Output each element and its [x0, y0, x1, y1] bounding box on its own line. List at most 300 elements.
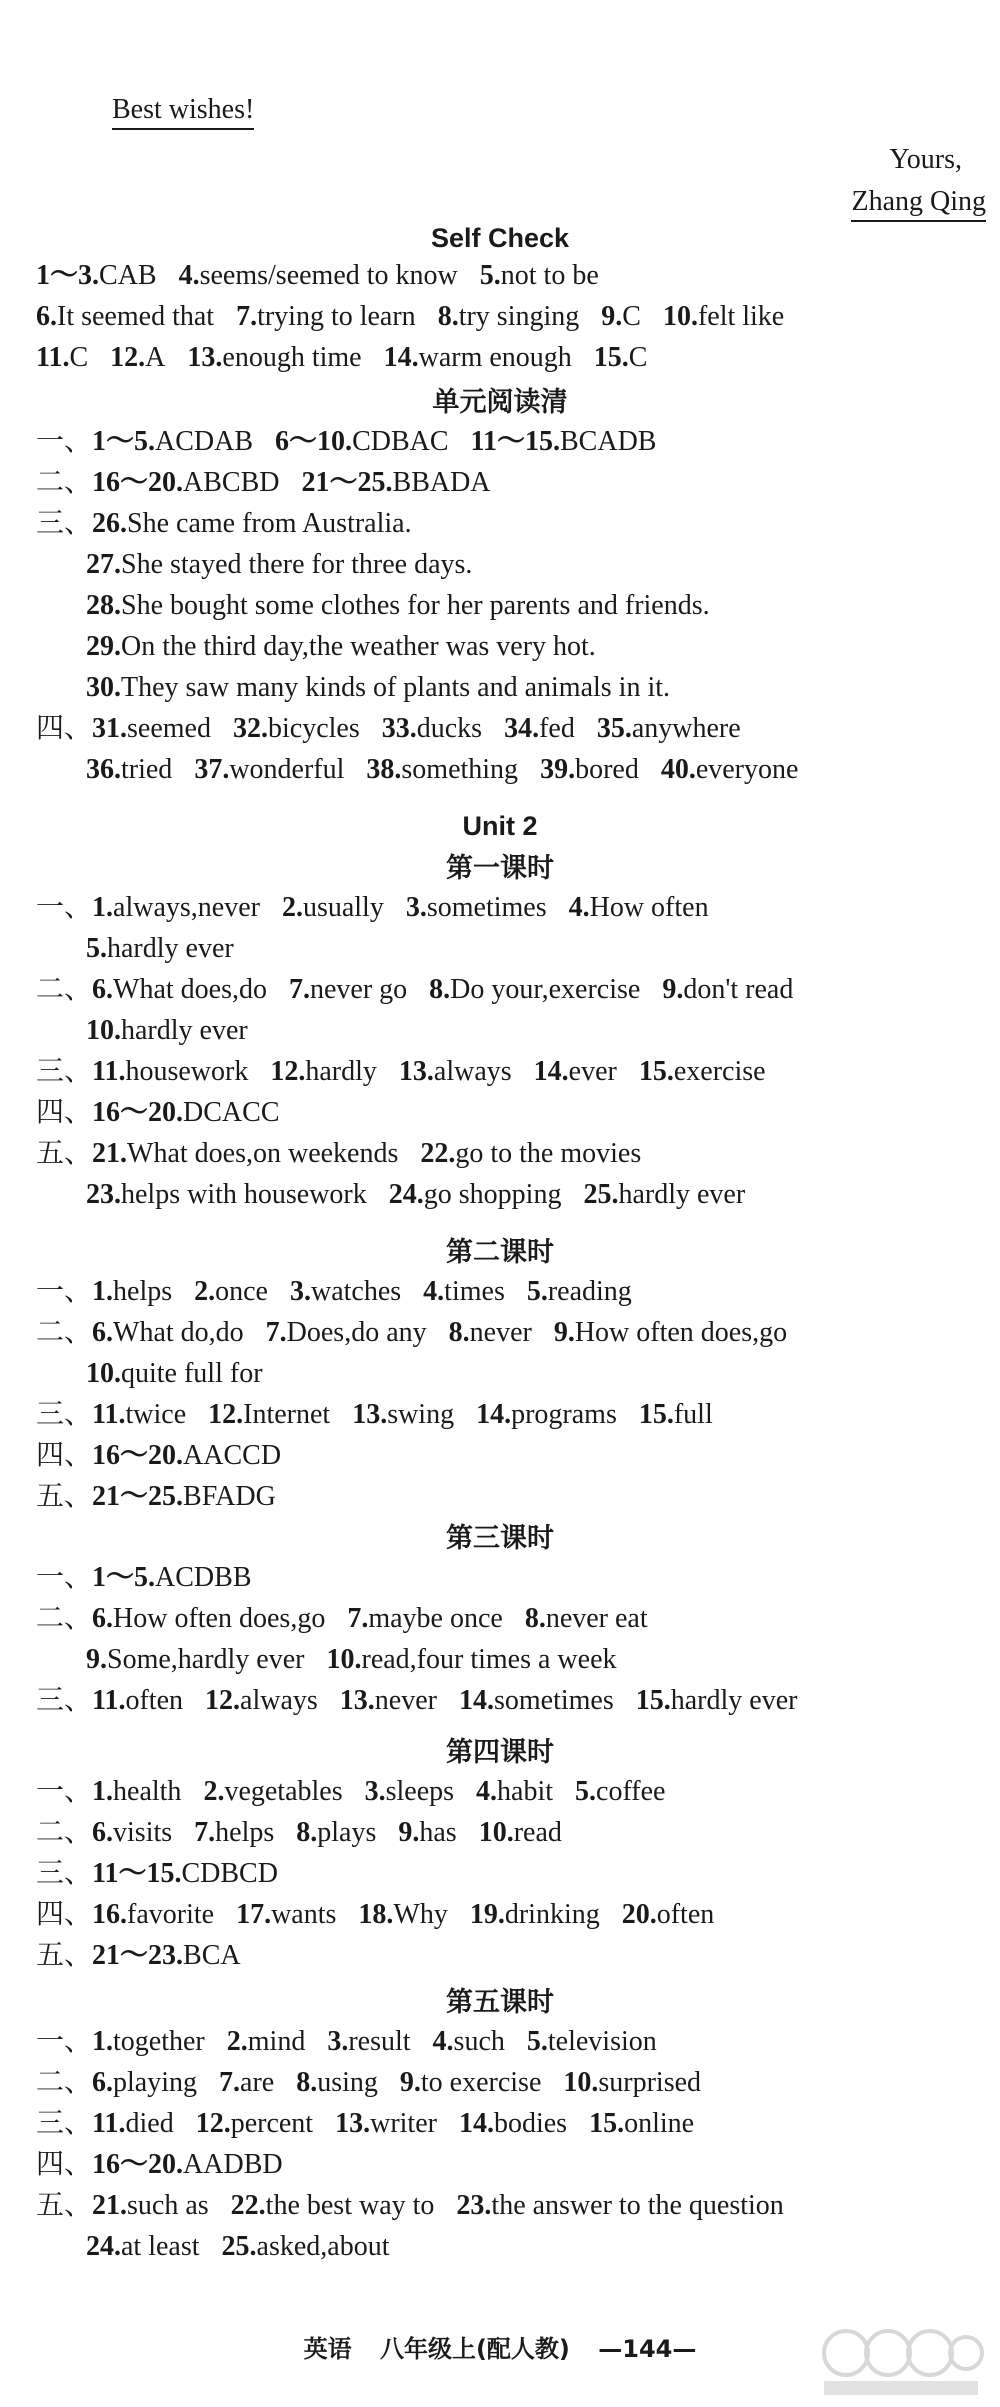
answer-item [92, 2147, 283, 2183]
answer-item [179, 258, 458, 294]
answer-item [92, 1274, 172, 1310]
answer-text: never eat [545, 1603, 648, 1634]
answer-number: 8. [296, 2067, 318, 2098]
answer-text: surprised [598, 2067, 702, 2098]
answer-number: 8. [524, 1603, 546, 1634]
answer-text: What does,do [113, 974, 267, 1005]
answer-item [296, 1815, 376, 1851]
answer-number: 9. [398, 1817, 420, 1848]
answer-item [86, 752, 172, 788]
answer-item [233, 711, 360, 747]
answer-number: 26. [92, 508, 128, 539]
answer-text: BFADG [183, 1481, 276, 1512]
answer-text: favorite [127, 1899, 215, 1930]
answer-text: hardly ever [107, 933, 234, 964]
answer-number: 6. [92, 974, 114, 1005]
answer-item [275, 424, 448, 460]
answer-text: go shopping [423, 1179, 562, 1210]
answer-number: 8. [296, 1817, 318, 1848]
answer-number: 39. [540, 754, 576, 785]
answer-row [86, 1356, 980, 1392]
answer-number: 8. [429, 974, 451, 1005]
answer-item [86, 670, 670, 706]
answer-number: 32. [232, 713, 268, 744]
section-prefix: 一、 [36, 892, 93, 923]
answer-text: Do your,exercise [450, 974, 641, 1005]
answer-item [389, 1177, 562, 1213]
answer-item [471, 424, 657, 460]
answer-number: 12. [110, 342, 146, 373]
section-prefix: 四、 [36, 1097, 93, 1128]
answer-text: has [419, 1817, 457, 1848]
answer-number: 3. [364, 1776, 386, 1807]
answer-text: hardly ever [670, 1685, 798, 1716]
answer-item [187, 340, 361, 376]
answer-number: 1. [92, 1776, 114, 1807]
answer-number: 37. [194, 754, 230, 785]
answer-row [36, 972, 980, 1008]
answer-text: wonderful [229, 754, 345, 785]
answer-number: 15. [638, 1056, 674, 1087]
answer-text: never [469, 1317, 532, 1348]
answer-item [36, 258, 157, 294]
answer-text: often [656, 1899, 715, 1930]
answer-number: 13. [352, 1399, 388, 1430]
answer-row [36, 1274, 980, 1310]
section-prefix: 二、 [36, 2067, 93, 2098]
answer-row [36, 2106, 980, 2142]
answer-item [219, 2065, 274, 2101]
answer-item [36, 340, 88, 376]
answer-item [92, 890, 260, 926]
answer-item [470, 1897, 600, 1933]
answer-number: 1. [92, 1276, 114, 1307]
answer-item [423, 1274, 505, 1310]
answer-item [358, 1897, 447, 1933]
answer-number: 1～3. [36, 260, 100, 291]
answer-text: programs [511, 1399, 617, 1430]
answer-item [639, 1054, 766, 1090]
answer-text: read [513, 1817, 562, 1848]
answer-item [589, 2106, 694, 2142]
answer-text: never [374, 1685, 437, 1716]
answer-number: 23. [456, 2190, 492, 2221]
answer-number: 5. [86, 933, 107, 964]
answer-text: never go [309, 974, 408, 1005]
answer-number: 7. [236, 301, 258, 332]
answer-item [554, 1315, 787, 1351]
answer-item [236, 299, 416, 335]
answer-item [92, 424, 253, 460]
answer-item [236, 1897, 336, 1933]
answer-text: visits [113, 1817, 173, 1848]
answer-row [36, 258, 980, 294]
answer-text: They saw many kinds of plants and animals in it. [121, 672, 671, 703]
answer-item [476, 1397, 617, 1433]
answer-text: always [240, 1685, 318, 1716]
answer-item [583, 1177, 745, 1213]
answer-row [36, 299, 980, 335]
answer-item [92, 1136, 398, 1172]
answer-item [663, 299, 784, 335]
answer-row [36, 2065, 980, 2101]
answer-number: 36. [86, 754, 121, 785]
answer-item [525, 1601, 648, 1637]
answer-number: 9. [399, 2067, 421, 2098]
answer-text: She came from Australia. [127, 508, 412, 539]
answer-number: 7. [219, 2067, 241, 2098]
answer-number: 10. [86, 1358, 121, 1389]
answer-text: asked,about [256, 2231, 390, 2262]
answer-text: ever [568, 1056, 617, 1087]
answer-text: CDBCD [181, 1858, 278, 1889]
answer-item [194, 752, 344, 788]
answer-text: On the third day,the weather was very hot. [121, 631, 596, 662]
answer-item [86, 931, 234, 967]
answer-item [290, 1274, 401, 1310]
answer-text: tried [121, 754, 173, 785]
answer-text: swing [387, 1399, 455, 1430]
answer-number: 5. [526, 1276, 548, 1307]
answer-number: 11. [36, 342, 70, 373]
answer-number: 6. [92, 1603, 114, 1634]
answer-item [227, 2024, 306, 2060]
answer-text: fed [539, 713, 575, 744]
answer-row [36, 506, 980, 542]
answer-number: 21～23. [92, 1940, 184, 1971]
answer-text: playing [113, 2067, 198, 2098]
answer-number: 17. [236, 1899, 272, 1930]
answer-text: trying to learn [257, 301, 416, 332]
answer-text: hardly ever [121, 1015, 248, 1046]
section-prefix: 三、 [36, 1399, 93, 1430]
heading-self-check: Self Check [430, 223, 570, 253]
answer-text: sometimes [426, 892, 547, 923]
answer-number: 20. [621, 1899, 657, 1930]
section-prefix: 三、 [36, 1858, 93, 1889]
answer-item [575, 1774, 665, 1810]
answer-number: 9. [86, 1644, 107, 1675]
answer-number: 6. [92, 1317, 114, 1348]
answer-row [86, 588, 980, 624]
section-prefix: 二、 [36, 1817, 93, 1848]
answer-text: BCADB [560, 426, 657, 457]
answer-text: always,never [113, 892, 260, 923]
answer-text: bored [575, 754, 639, 785]
answer-item [86, 1013, 248, 1049]
answer-item [365, 1774, 454, 1810]
answer-text: full [673, 1399, 713, 1430]
heading-unit-2: Unit 2 [462, 811, 538, 841]
answer-item [196, 2106, 313, 2142]
answer-item [534, 1054, 617, 1090]
letter-yours: Yours, [889, 144, 962, 175]
answer-item [86, 588, 710, 624]
section-prefix: 一、 [36, 426, 93, 457]
answer-text: It seemed that [57, 301, 215, 332]
answer-number: 3. [405, 892, 427, 923]
answer-text: read,four times a week [361, 1644, 617, 1675]
answer-text: Does,do any [286, 1317, 427, 1348]
answer-number: 9. [662, 974, 684, 1005]
answer-number: 25. [221, 2231, 257, 2262]
answer-item [86, 1642, 305, 1678]
answer-number: 10. [563, 2067, 599, 2098]
answer-item [92, 1315, 244, 1351]
answer-row [86, 1642, 980, 1678]
answer-item [92, 1438, 281, 1474]
answer-item [92, 1774, 181, 1810]
answer-text: the answer to the question [491, 2190, 784, 2221]
answer-text: exercise [673, 1056, 766, 1087]
answer-item [266, 1315, 427, 1351]
answer-item [335, 2106, 437, 2142]
answer-number: 13. [335, 2108, 371, 2139]
answer-number: 35. [596, 713, 632, 744]
answer-number: 9. [553, 1317, 575, 1348]
answer-item [110, 340, 165, 376]
answer-row [36, 2188, 980, 2224]
answer-text: Why [393, 1899, 448, 1930]
answer-text: AACCD [183, 1440, 282, 1471]
answer-item [296, 2065, 378, 2101]
answer-text: How often does,go [113, 1603, 326, 1634]
answer-item [382, 711, 482, 747]
answer-number: 3. [289, 1276, 311, 1307]
answer-text: CAB [99, 260, 157, 291]
answer-item [36, 299, 214, 335]
answer-row [36, 2024, 980, 2060]
section-prefix: 三、 [36, 2108, 93, 2139]
answer-text: to exercise [420, 2067, 542, 2098]
answer-text: go to the movies [455, 1138, 642, 1169]
answer-number: 25. [583, 1179, 619, 1210]
answer-number: 10. [478, 1817, 514, 1848]
answer-item [86, 1356, 263, 1392]
answer-number: 34. [504, 713, 540, 744]
answer-item [594, 340, 648, 376]
section-prefix: 一、 [36, 1776, 93, 1807]
answer-text: Some,hardly ever [107, 1644, 305, 1675]
footer-subject: 英语 [303, 2335, 352, 2363]
answer-item [92, 972, 267, 1008]
answer-text: BBADA [392, 467, 491, 498]
answer-text: How often [589, 892, 709, 923]
answer-text: AADBD [183, 2149, 283, 2180]
answer-number: 15. [593, 342, 629, 373]
section-prefix: 一、 [36, 1562, 93, 1593]
answer-text: are [240, 2067, 275, 2098]
answer-row [36, 465, 980, 501]
answer-item [352, 1397, 454, 1433]
answer-number: 11～15. [470, 426, 560, 457]
answer-row [86, 1013, 980, 1049]
answer-text: died [125, 2108, 174, 2139]
answer-item [92, 1397, 186, 1433]
answer-text: at least [121, 2231, 200, 2262]
answer-text: sleeps [385, 1776, 455, 1807]
answer-item [92, 1601, 325, 1637]
answer-item [282, 890, 384, 926]
answer-item [92, 1856, 278, 1892]
answer-item [92, 1095, 279, 1131]
answer-number: 7. [265, 1317, 287, 1348]
answer-text: online [624, 2108, 695, 2139]
answer-number: 5. [479, 260, 501, 291]
answer-row [36, 1095, 980, 1131]
section-prefix: 五、 [36, 2190, 93, 2221]
answer-item [622, 1897, 715, 1933]
answer-text: coffee [596, 1776, 666, 1807]
answer-number: 1. [92, 892, 114, 923]
answer-number: 6. [92, 2067, 114, 2098]
answer-number: 30. [86, 672, 121, 703]
footer-grade: 八年级上(配人教) [379, 2335, 570, 2363]
answer-item [563, 2065, 701, 2101]
answer-item [459, 2106, 567, 2142]
answer-text: How often does,go [574, 1317, 788, 1348]
answer-item [636, 1683, 798, 1719]
answer-item [92, 1479, 276, 1515]
answer-number: 19. [469, 1899, 505, 1930]
answer-number: 16～20. [92, 2149, 184, 2180]
answer-item [92, 1815, 172, 1851]
answer-number: 21. [92, 2190, 128, 2221]
answer-text: anywhere [631, 713, 741, 744]
answer-row [36, 1815, 980, 1851]
answer-text: What do,do [113, 1317, 244, 1348]
answer-text: A [145, 342, 166, 373]
answer-item [662, 972, 793, 1008]
answer-text: ACDBB [155, 1562, 252, 1593]
answer-number: 24. [86, 2231, 121, 2262]
answer-text: using [317, 2067, 378, 2098]
answer-text: housework [125, 1056, 249, 1087]
answer-number: 7. [288, 974, 310, 1005]
answer-text: quite full for [121, 1358, 263, 1389]
section-prefix: 二、 [36, 1317, 93, 1348]
answer-number: 14. [383, 342, 419, 373]
answer-text: try singing [458, 301, 580, 332]
answer-text: bicycles [267, 713, 360, 744]
answer-number: 1～5. [92, 426, 156, 457]
answer-text: DCACC [183, 1097, 280, 1128]
answer-number: 8. [437, 301, 459, 332]
answer-text: enough time [222, 342, 362, 373]
answer-number: 2. [281, 892, 303, 923]
answer-text: health [113, 1776, 182, 1807]
section-prefix: 四、 [36, 1440, 93, 1471]
answer-text: She stayed there for three days. [121, 549, 473, 580]
answer-row [36, 1601, 980, 1637]
section-prefix: 一、 [36, 1276, 93, 1307]
answer-text: times [444, 1276, 505, 1307]
answer-text: maybe once [368, 1603, 503, 1634]
answer-number: 2. [203, 1776, 225, 1807]
answer-text: such [453, 2026, 505, 2057]
answer-number: 12. [270, 1056, 306, 1087]
answer-number: 1～5. [92, 1562, 156, 1593]
answer-item [86, 2229, 200, 2265]
answer-item [384, 340, 572, 376]
answer-item [429, 972, 640, 1008]
answer-number: 16～20. [92, 1440, 184, 1471]
answer-number: 6. [92, 1817, 114, 1848]
answer-number: 10. [86, 1015, 121, 1046]
answer-row [86, 2229, 980, 2265]
answer-number: 13. [187, 342, 223, 373]
answer-item [194, 1274, 268, 1310]
answer-number: 13. [339, 1685, 375, 1716]
answer-text: C [69, 342, 89, 373]
answer-item [92, 1897, 214, 1933]
answer-text: mind [247, 2026, 306, 2057]
answer-item [92, 1054, 248, 1090]
answer-text: seemed [127, 713, 211, 744]
answer-number: 16～20. [92, 1097, 184, 1128]
answer-row [86, 1177, 980, 1213]
answer-text: sometimes [493, 1685, 614, 1716]
answer-text: ABCBD [183, 467, 280, 498]
answer-text: warm enough [418, 342, 572, 373]
answer-text: once [215, 1276, 268, 1307]
answer-number: 5. [575, 1776, 597, 1807]
answer-number: 4. [432, 2026, 454, 2057]
answer-item [601, 299, 641, 335]
answer-row [86, 752, 980, 788]
answer-item [86, 1177, 367, 1213]
answer-number: 14. [533, 1056, 569, 1087]
answer-text: percent [230, 2108, 314, 2139]
answer-number: 12. [205, 1685, 241, 1716]
answer-number: 38. [366, 754, 402, 785]
answer-number: 21～25. [92, 1481, 184, 1512]
answer-text: BCA [183, 1940, 241, 1971]
heading-lesson-5: 第五课时 [446, 1987, 554, 2017]
heading-lesson-1: 第一课时 [446, 853, 554, 883]
answer-number: 9. [601, 301, 623, 332]
answer-number: 24. [388, 1179, 424, 1210]
answer-text: hardly ever [618, 1179, 746, 1210]
answer-text: CDBAC [352, 426, 449, 457]
answer-number: 8. [448, 1317, 470, 1348]
answer-row [86, 931, 980, 967]
answer-number: 22. [420, 1138, 456, 1169]
answer-item [366, 752, 518, 788]
answer-text: Internet [243, 1399, 331, 1430]
heading-lesson-4: 第四课时 [446, 1737, 554, 1767]
answer-number: 3. [327, 2026, 349, 2057]
answer-item [433, 2024, 505, 2060]
answer-text: not to be [500, 260, 599, 291]
answer-number: 33. [381, 713, 417, 744]
answer-number: 6. [36, 301, 57, 332]
answer-item [92, 711, 211, 747]
answer-item [597, 711, 741, 747]
answer-number: 1. [92, 2026, 114, 2057]
answer-number: 23. [86, 1179, 121, 1210]
answer-text: vegetables [224, 1776, 343, 1807]
section-prefix: 二、 [36, 974, 93, 1005]
heading-lesson-3: 第三课时 [446, 1523, 554, 1553]
answer-item [92, 465, 279, 501]
answer-text: often [125, 1685, 184, 1716]
answer-number: 11～15. [92, 1858, 182, 1889]
answer-row [36, 340, 980, 376]
section-prefix: 一、 [36, 2026, 93, 2057]
answer-number: 16. [92, 1899, 128, 1930]
answer-item [438, 299, 580, 335]
